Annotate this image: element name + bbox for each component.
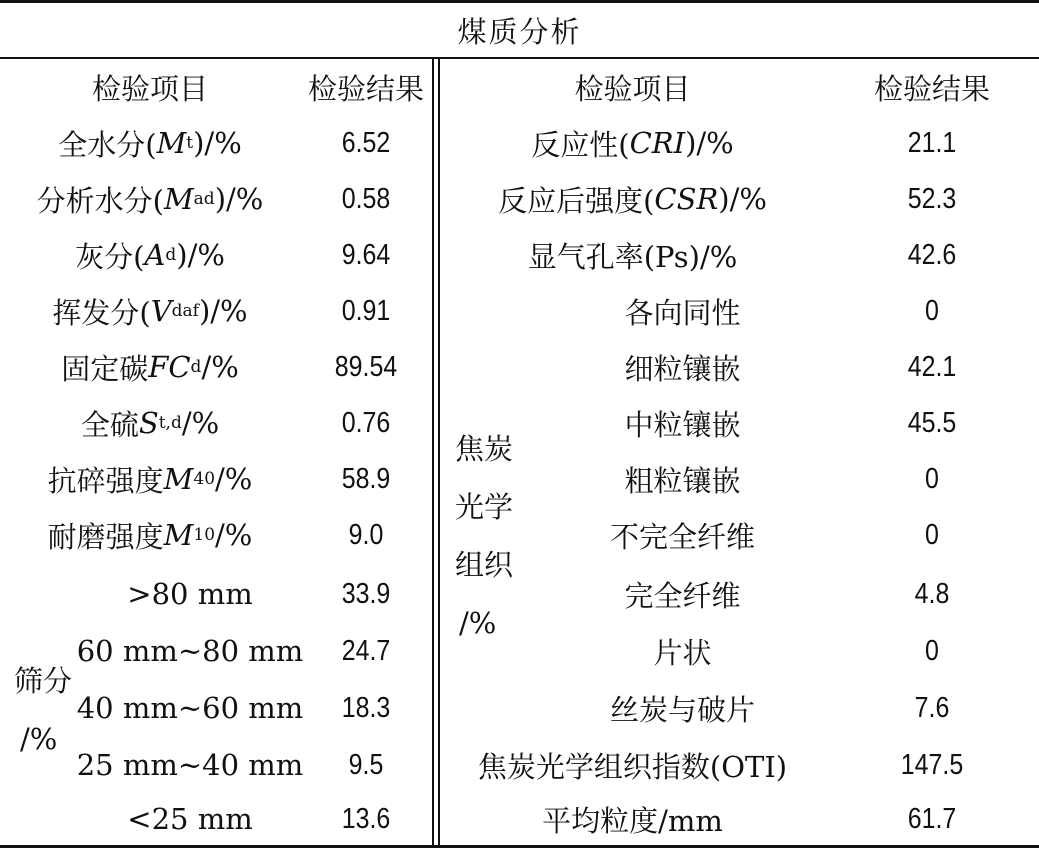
left-row-label: 耐磨强度 M 10 /%	[47, 518, 253, 554]
sieve-row-value: 9.5	[348, 748, 384, 781]
optical-group-label: 焦炭 光学 组织 /%	[455, 432, 514, 640]
optical-row-label: 不完全纤维	[609, 519, 755, 554]
optical-row-value: 7.6	[914, 691, 950, 724]
sieve-row-label: >80 mm	[127, 577, 253, 611]
right-row-value: 52.3	[907, 182, 957, 215]
optical-row-label: 细粒镶嵌	[624, 351, 741, 386]
right-tail-label: 平均粒度/mm	[542, 803, 723, 838]
optical-row-value: 0	[925, 462, 939, 495]
right-row-value: 21.1	[907, 126, 957, 159]
optical-row-value: 0	[925, 518, 939, 551]
optical-row-label: 片状	[653, 635, 712, 670]
sieve-row-label: 25 mm~40 mm	[76, 748, 304, 782]
left-row-value: 0.58	[341, 182, 391, 215]
right-tail-label: 焦炭光学组织指数(OTI)	[477, 749, 788, 784]
right-row-label: 反应后强度( CSR )/%	[498, 182, 767, 218]
sieve-row-label: 60 mm~80 mm	[76, 634, 304, 668]
left-row-value: 0.76	[341, 406, 391, 439]
table-title: 煤质分析	[457, 14, 582, 49]
divider-line-1	[432, 59, 434, 845]
optical-row-label: 中粒镶嵌	[624, 407, 741, 442]
right-tail-value: 147.5	[900, 748, 964, 781]
bottom-rule	[0, 845, 1039, 848]
sieve-row-value: 18.3	[341, 691, 391, 724]
left-header-result: 检验结果	[307, 71, 424, 106]
right-row-value: 42.6	[907, 238, 957, 271]
left-row-label: 挥发分( V daf )/%	[52, 294, 248, 330]
left-row-value: 58.9	[341, 462, 391, 495]
sieve-row-value: 24.7	[341, 634, 391, 667]
left-row-value: 9.64	[341, 238, 391, 271]
left-row-label: 分析水分( M ad )/%	[36, 182, 264, 218]
sieve-row-label: <25 mm	[127, 802, 253, 836]
right-row-label: 显气孔率(Ps)/%	[527, 239, 738, 274]
optical-row-value: 0	[925, 294, 939, 327]
left-row-value: 89.54	[334, 350, 398, 383]
left-row-label: 灰分( A d )/%	[75, 238, 225, 274]
left-row-label: 抗碎强度 M 40 /%	[47, 462, 253, 498]
optical-row-value: 42.1	[907, 350, 957, 383]
optical-row-label: 丝炭与破片	[609, 692, 755, 727]
right-tail-value: 61.7	[907, 802, 957, 835]
sieve-row-label: 40 mm~60 mm	[76, 691, 304, 725]
optical-row-value: 45.5	[907, 406, 957, 439]
right-header-item: 检验项目	[574, 71, 691, 106]
optical-row-label: 各向同性	[624, 295, 741, 330]
right-header-result: 检验结果	[873, 71, 990, 106]
sieve-row-value: 13.6	[341, 802, 391, 835]
left-row-value: 6.52	[341, 126, 391, 159]
sieve-group-label: 筛分 /%	[14, 664, 73, 756]
left-row-label: 全水分( M t )/%	[58, 126, 242, 162]
optical-row-label: 完全纤维	[624, 578, 741, 613]
optical-row-label: 粗粒镶嵌	[624, 463, 741, 498]
left-header-item: 检验项目	[91, 71, 208, 106]
left-row-label: 固定碳 FC d /%	[61, 350, 239, 386]
sieve-row-value: 33.9	[341, 577, 391, 610]
optical-row-value: 0	[925, 634, 939, 667]
left-row-label: 全硫 S t,d /%	[80, 406, 220, 442]
left-row-value: 9.0	[348, 518, 384, 551]
optical-row-value: 4.8	[914, 577, 950, 610]
left-row-value: 0.91	[341, 294, 391, 327]
right-row-label: 反应性( CRI )/%	[531, 126, 734, 162]
